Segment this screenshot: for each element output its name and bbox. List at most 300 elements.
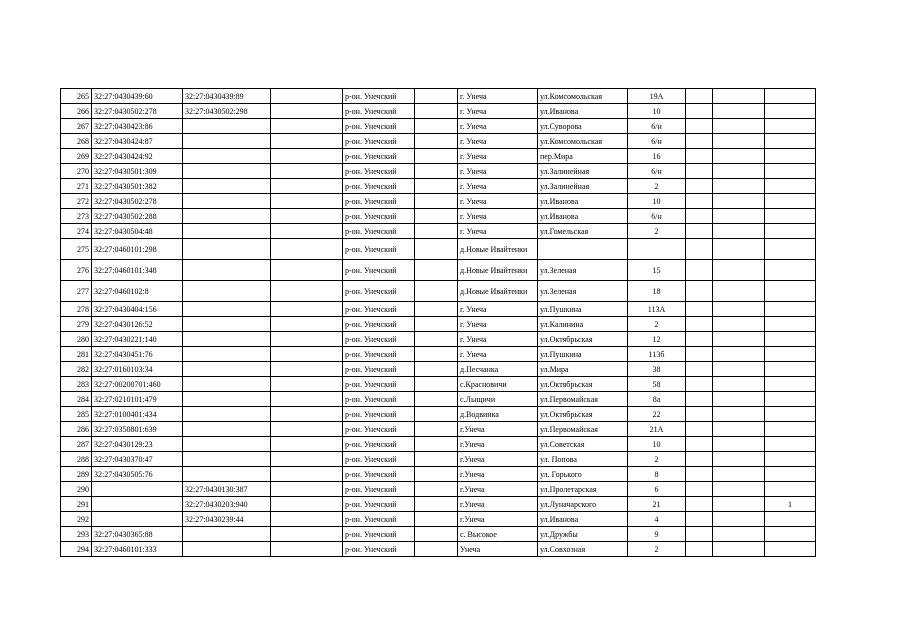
house-number-cell: 2 [628, 179, 686, 194]
empty-cell [713, 332, 765, 347]
street-cell: ул.Иванова [538, 512, 628, 527]
empty-cell [713, 452, 765, 467]
cadastral-number-2-cell [183, 467, 271, 482]
extra-value-cell [765, 260, 816, 281]
empty-cell [271, 119, 343, 134]
empty-cell [713, 512, 765, 527]
empty-cell [713, 317, 765, 332]
empty-cell [271, 332, 343, 347]
empty-cell [415, 194, 458, 209]
row-number-cell: 273 [61, 209, 92, 224]
cadastral-number-2-cell [183, 527, 271, 542]
empty-cell [415, 317, 458, 332]
cadastral-number-cell: 32:27:0430502:288 [92, 209, 183, 224]
cadastral-number-2-cell [183, 164, 271, 179]
row-number-cell: 288 [61, 452, 92, 467]
row-number-cell: 283 [61, 377, 92, 392]
street-cell [538, 239, 628, 260]
district-cell: р-он. Унечский [343, 362, 415, 377]
house-number-cell: 15 [628, 260, 686, 281]
table-row [61, 362, 816, 377]
district-cell: р-он. Унечский [343, 392, 415, 407]
table-row [61, 347, 816, 362]
cadastral-number-cell: 32:27:0460101:333 [92, 542, 183, 557]
empty-cell [415, 119, 458, 134]
empty-cell [415, 281, 458, 302]
empty-cell [686, 377, 713, 392]
house-number-cell: 6/н [628, 209, 686, 224]
house-number-cell: 18 [628, 281, 686, 302]
empty-cell [271, 467, 343, 482]
empty-cell [271, 194, 343, 209]
street-cell: ул.Октябрьская [538, 407, 628, 422]
table-row [61, 392, 816, 407]
district-cell: р-он. Унечский [343, 149, 415, 164]
district-cell: р-он. Унечский [343, 407, 415, 422]
extra-value-cell [765, 422, 816, 437]
row-number-cell: 266 [61, 104, 92, 119]
locality-cell: г. Унеча [458, 194, 538, 209]
locality-cell: г. Унеча [458, 317, 538, 332]
cadastral-number-2-cell [183, 437, 271, 452]
row-number-cell: 275 [61, 239, 92, 260]
empty-cell [713, 392, 765, 407]
empty-cell [415, 164, 458, 179]
row-number-cell: 270 [61, 164, 92, 179]
extra-value-cell [765, 317, 816, 332]
locality-cell: г.Унеча [458, 437, 538, 452]
district-cell: р-он. Унечский [343, 119, 415, 134]
street-cell: пер.Мира [538, 149, 628, 164]
empty-cell [713, 377, 765, 392]
row-number-cell: 265 [61, 89, 92, 104]
street-cell: ул.Советская [538, 437, 628, 452]
row-number-cell: 285 [61, 407, 92, 422]
row-number-cell: 267 [61, 119, 92, 134]
table-row [61, 179, 816, 194]
cadastral-number-cell: 32:27:0430126:52 [92, 317, 183, 332]
district-cell: р-он. Унечский [343, 377, 415, 392]
cadastral-number-2-cell [183, 239, 271, 260]
cadastral-number-2-cell [183, 377, 271, 392]
cadastral-number-cell [92, 497, 183, 512]
locality-cell: г. Унеча [458, 119, 538, 134]
empty-cell [415, 452, 458, 467]
street-cell: ул.Пушкина [538, 302, 628, 317]
empty-cell [686, 119, 713, 134]
empty-cell [713, 542, 765, 557]
house-number-cell: 9 [628, 527, 686, 542]
locality-cell: г. Унеча [458, 164, 538, 179]
empty-cell [713, 149, 765, 164]
row-number-cell: 284 [61, 392, 92, 407]
row-number-cell: 274 [61, 224, 92, 239]
extra-value-cell [765, 164, 816, 179]
cadastral-number-2-cell [183, 362, 271, 377]
district-cell: р-он. Унечский [343, 332, 415, 347]
empty-cell [686, 437, 713, 452]
extra-value-cell [765, 392, 816, 407]
table-row [61, 281, 816, 302]
empty-cell [686, 422, 713, 437]
cadastral-number-cell: 32:27:0430501:382 [92, 179, 183, 194]
locality-cell: г. Унеча [458, 179, 538, 194]
empty-cell [686, 89, 713, 104]
district-cell: р-он. Унечский [343, 239, 415, 260]
empty-cell [713, 119, 765, 134]
empty-cell [686, 542, 713, 557]
empty-cell [271, 209, 343, 224]
extra-value-cell [765, 119, 816, 134]
empty-cell [713, 437, 765, 452]
empty-cell [415, 482, 458, 497]
extra-value-cell [765, 482, 816, 497]
empty-cell [271, 260, 343, 281]
row-number-cell: 282 [61, 362, 92, 377]
empty-cell [713, 164, 765, 179]
empty-cell [686, 149, 713, 164]
empty-cell [686, 407, 713, 422]
locality-cell: г. Унеча [458, 302, 538, 317]
empty-cell [686, 527, 713, 542]
cadastral-number-2-cell [183, 281, 271, 302]
house-number-cell: 113А [628, 302, 686, 317]
district-cell: р-он. Унечский [343, 317, 415, 332]
empty-cell [713, 224, 765, 239]
empty-cell [271, 224, 343, 239]
empty-cell [686, 347, 713, 362]
empty-cell [271, 422, 343, 437]
extra-value-cell [765, 377, 816, 392]
house-number-cell: 22 [628, 407, 686, 422]
empty-cell [686, 104, 713, 119]
empty-cell [271, 542, 343, 557]
extra-value-cell [765, 362, 816, 377]
table-row [61, 194, 816, 209]
empty-cell [271, 239, 343, 260]
empty-cell [271, 377, 343, 392]
empty-cell [415, 149, 458, 164]
extra-value-cell [765, 332, 816, 347]
table-row [61, 452, 816, 467]
street-cell: ул.Мира [538, 362, 628, 377]
cadastral-number-cell: 32:27:0430370:47 [92, 452, 183, 467]
cadastral-number-2-cell: 32:27:0430502:298 [183, 104, 271, 119]
cadastral-number-cell: 32:27:0430502:278 [92, 104, 183, 119]
empty-cell [713, 239, 765, 260]
cadastral-number-2-cell [183, 149, 271, 164]
house-number-cell: 6/н [628, 134, 686, 149]
empty-cell [713, 260, 765, 281]
empty-cell [713, 209, 765, 224]
empty-cell [713, 482, 765, 497]
empty-cell [686, 467, 713, 482]
empty-cell [686, 482, 713, 497]
locality-cell: г. Унеча [458, 332, 538, 347]
row-number-cell: 278 [61, 302, 92, 317]
empty-cell [686, 194, 713, 209]
house-number-cell: 21А [628, 422, 686, 437]
table-row [61, 209, 816, 224]
extra-value-cell [765, 224, 816, 239]
table-row [61, 332, 816, 347]
empty-cell [271, 437, 343, 452]
district-cell: р-он. Унечский [343, 209, 415, 224]
street-cell: ул.Суворова [538, 119, 628, 134]
empty-cell [271, 347, 343, 362]
cadastral-number-cell: 32:27:0430439:60 [92, 89, 183, 104]
house-number-cell: 8а [628, 392, 686, 407]
row-number-cell: 271 [61, 179, 92, 194]
cadastral-number-2-cell [183, 332, 271, 347]
table-row [61, 89, 816, 104]
empty-cell [686, 164, 713, 179]
street-cell: ул.Комсомольская [538, 134, 628, 149]
cadastral-number-cell: 32:27:0210101:479 [92, 392, 183, 407]
empty-cell [415, 497, 458, 512]
cadastral-number-cell [92, 482, 183, 497]
house-number-cell: 113б [628, 347, 686, 362]
empty-cell [713, 422, 765, 437]
extra-value-cell [765, 239, 816, 260]
locality-cell: д.Водвинка [458, 407, 538, 422]
empty-cell [271, 497, 343, 512]
locality-cell: г. Унеча [458, 89, 538, 104]
cadastral-number-cell: 32:27:0430451:76 [92, 347, 183, 362]
district-cell: р-он. Унечский [343, 164, 415, 179]
extra-value-cell [765, 512, 816, 527]
empty-cell [713, 134, 765, 149]
house-number-cell: 12 [628, 332, 686, 347]
district-cell: р-он. Унечский [343, 302, 415, 317]
district-cell: р-он. Унечский [343, 347, 415, 362]
cadastral-number-2-cell: 32:27:0430239:44 [183, 512, 271, 527]
extra-value-cell [765, 134, 816, 149]
empty-cell [415, 437, 458, 452]
empty-cell [713, 281, 765, 302]
cadastral-number-2-cell [183, 119, 271, 134]
house-number-cell: 6 [628, 482, 686, 497]
empty-cell [713, 497, 765, 512]
cadastral-number-cell: 32:27:0430424:87 [92, 134, 183, 149]
empty-cell [415, 239, 458, 260]
empty-cell [271, 89, 343, 104]
empty-cell [271, 164, 343, 179]
empty-cell [415, 422, 458, 437]
cadastral-number-2-cell [183, 224, 271, 239]
district-cell: р-он. Унечский [343, 422, 415, 437]
cadastral-number-2-cell [183, 260, 271, 281]
table-row [61, 512, 816, 527]
street-cell: ул.Совхозная [538, 542, 628, 557]
empty-cell [415, 362, 458, 377]
street-cell: ул.Иванова [538, 209, 628, 224]
cadastral-number-cell: 32:27:0100401:434 [92, 407, 183, 422]
locality-cell: д.Новые Ивайтенки [458, 260, 538, 281]
extra-value-cell [765, 437, 816, 452]
row-number-cell: 268 [61, 134, 92, 149]
cadastral-number-cell: 32:27:0430505:76 [92, 467, 183, 482]
street-cell: ул.Октябрьская [538, 377, 628, 392]
extra-value-cell [765, 149, 816, 164]
land-registry-table [60, 88, 816, 557]
table-row [61, 260, 816, 281]
empty-cell [713, 347, 765, 362]
empty-cell [713, 194, 765, 209]
locality-cell: с.Лыщичи [458, 392, 538, 407]
table-row [61, 377, 816, 392]
row-number-cell: 291 [61, 497, 92, 512]
extra-value-cell [765, 281, 816, 302]
empty-cell [415, 260, 458, 281]
row-number-cell: 272 [61, 194, 92, 209]
empty-cell [713, 407, 765, 422]
table-row [61, 482, 816, 497]
empty-cell [271, 149, 343, 164]
empty-cell [686, 134, 713, 149]
cadastral-number-2-cell [183, 392, 271, 407]
empty-cell [271, 302, 343, 317]
locality-cell: д.Песчанка [458, 362, 538, 377]
empty-cell [271, 392, 343, 407]
cadastral-number-2-cell: 32:27:0430130:387 [183, 482, 271, 497]
extra-value-cell [765, 194, 816, 209]
locality-cell: г.Унеча [458, 482, 538, 497]
empty-cell [415, 179, 458, 194]
cadastral-number-2-cell [183, 317, 271, 332]
locality-cell: г. Унеча [458, 104, 538, 119]
empty-cell [415, 407, 458, 422]
cadastral-number-2-cell [183, 452, 271, 467]
empty-cell [415, 134, 458, 149]
district-cell: р-он. Унечский [343, 224, 415, 239]
empty-cell [415, 224, 458, 239]
extra-value-cell [765, 527, 816, 542]
extra-value-cell [765, 104, 816, 119]
cadastral-number-2-cell [183, 347, 271, 362]
street-cell: ул.Комсомольская [538, 89, 628, 104]
street-cell: ул.Калинина [538, 317, 628, 332]
extra-value-cell [765, 407, 816, 422]
house-number-cell: 2 [628, 542, 686, 557]
cadastral-number-cell [92, 512, 183, 527]
locality-cell: г.Унеча [458, 452, 538, 467]
empty-cell [415, 467, 458, 482]
cadastral-number-2-cell [183, 422, 271, 437]
row-number-cell: 279 [61, 317, 92, 332]
extra-value-cell [765, 452, 816, 467]
locality-cell: д.Новые Ивайтенки [458, 239, 538, 260]
cadastral-number-2-cell [183, 179, 271, 194]
empty-cell [415, 302, 458, 317]
table-row [61, 407, 816, 422]
house-number-cell: 6/н [628, 119, 686, 134]
empty-cell [271, 134, 343, 149]
cadastral-number-cell: 32:27:0430504:48 [92, 224, 183, 239]
empty-cell [271, 179, 343, 194]
district-cell: р-он. Унечский [343, 497, 415, 512]
locality-cell: с. Высокое [458, 527, 538, 542]
table-row [61, 149, 816, 164]
district-cell: р-он. Унечский [343, 104, 415, 119]
row-number-cell: 277 [61, 281, 92, 302]
table-row [61, 527, 816, 542]
street-cell: ул.Иванова [538, 104, 628, 119]
locality-cell: г. Унеча [458, 347, 538, 362]
cadastral-number-2-cell [183, 209, 271, 224]
table-row [61, 239, 816, 260]
extra-value-cell [765, 467, 816, 482]
district-cell: р-он. Унечский [343, 260, 415, 281]
extra-value-cell [765, 179, 816, 194]
table-row [61, 422, 816, 437]
street-cell: ул. Попова [538, 452, 628, 467]
cadastral-number-cell: 32:27:0460101:348 [92, 260, 183, 281]
district-cell: р-он. Унечский [343, 542, 415, 557]
row-number-cell: 280 [61, 332, 92, 347]
house-number-cell: 10 [628, 104, 686, 119]
table-row [61, 467, 816, 482]
house-number-cell: 16 [628, 149, 686, 164]
locality-cell: г.Унеча [458, 512, 538, 527]
empty-cell [415, 542, 458, 557]
district-cell: р-он. Унечский [343, 512, 415, 527]
district-cell: р-он. Унечский [343, 194, 415, 209]
house-number-cell: 2 [628, 317, 686, 332]
district-cell: р-он. Унечский [343, 452, 415, 467]
cadastral-number-2-cell [183, 407, 271, 422]
cadastral-number-cell: 32:27:0430501:309 [92, 164, 183, 179]
street-cell: ул.Пушкина [538, 347, 628, 362]
street-cell: ул.Дружбы [538, 527, 628, 542]
empty-cell [686, 224, 713, 239]
empty-cell [271, 317, 343, 332]
empty-cell [686, 260, 713, 281]
cadastral-number-2-cell [183, 134, 271, 149]
row-number-cell: 276 [61, 260, 92, 281]
cadastral-number-cell: 32:27:0430129:23 [92, 437, 183, 452]
row-number-cell: 293 [61, 527, 92, 542]
empty-cell [271, 527, 343, 542]
cadastral-number-cell: 32:27:00200701:460 [92, 377, 183, 392]
empty-cell [415, 392, 458, 407]
cadastral-number-cell: 32:27:0430424:92 [92, 149, 183, 164]
extra-value-cell [765, 89, 816, 104]
empty-cell [686, 239, 713, 260]
street-cell: ул.Первомайская [538, 392, 628, 407]
table-row [61, 497, 816, 512]
house-number-cell: 6/н [628, 164, 686, 179]
locality-cell: г. Унеча [458, 149, 538, 164]
cadastral-number-2-cell [183, 542, 271, 557]
house-number-cell: 4 [628, 512, 686, 527]
cadastral-number-cell: 32:27:0430365:88 [92, 527, 183, 542]
street-cell: ул.Октябрьская [538, 332, 628, 347]
empty-cell [686, 281, 713, 302]
extra-value-cell [765, 347, 816, 362]
empty-cell [686, 497, 713, 512]
house-number-cell: 38 [628, 362, 686, 377]
empty-cell [713, 467, 765, 482]
empty-cell [271, 281, 343, 302]
house-number-cell: 21 [628, 497, 686, 512]
empty-cell [686, 362, 713, 377]
cadastral-number-2-cell [183, 194, 271, 209]
table-row [61, 542, 816, 557]
district-cell: р-он. Унечский [343, 437, 415, 452]
district-cell: р-он. Унечский [343, 281, 415, 302]
empty-cell [713, 362, 765, 377]
